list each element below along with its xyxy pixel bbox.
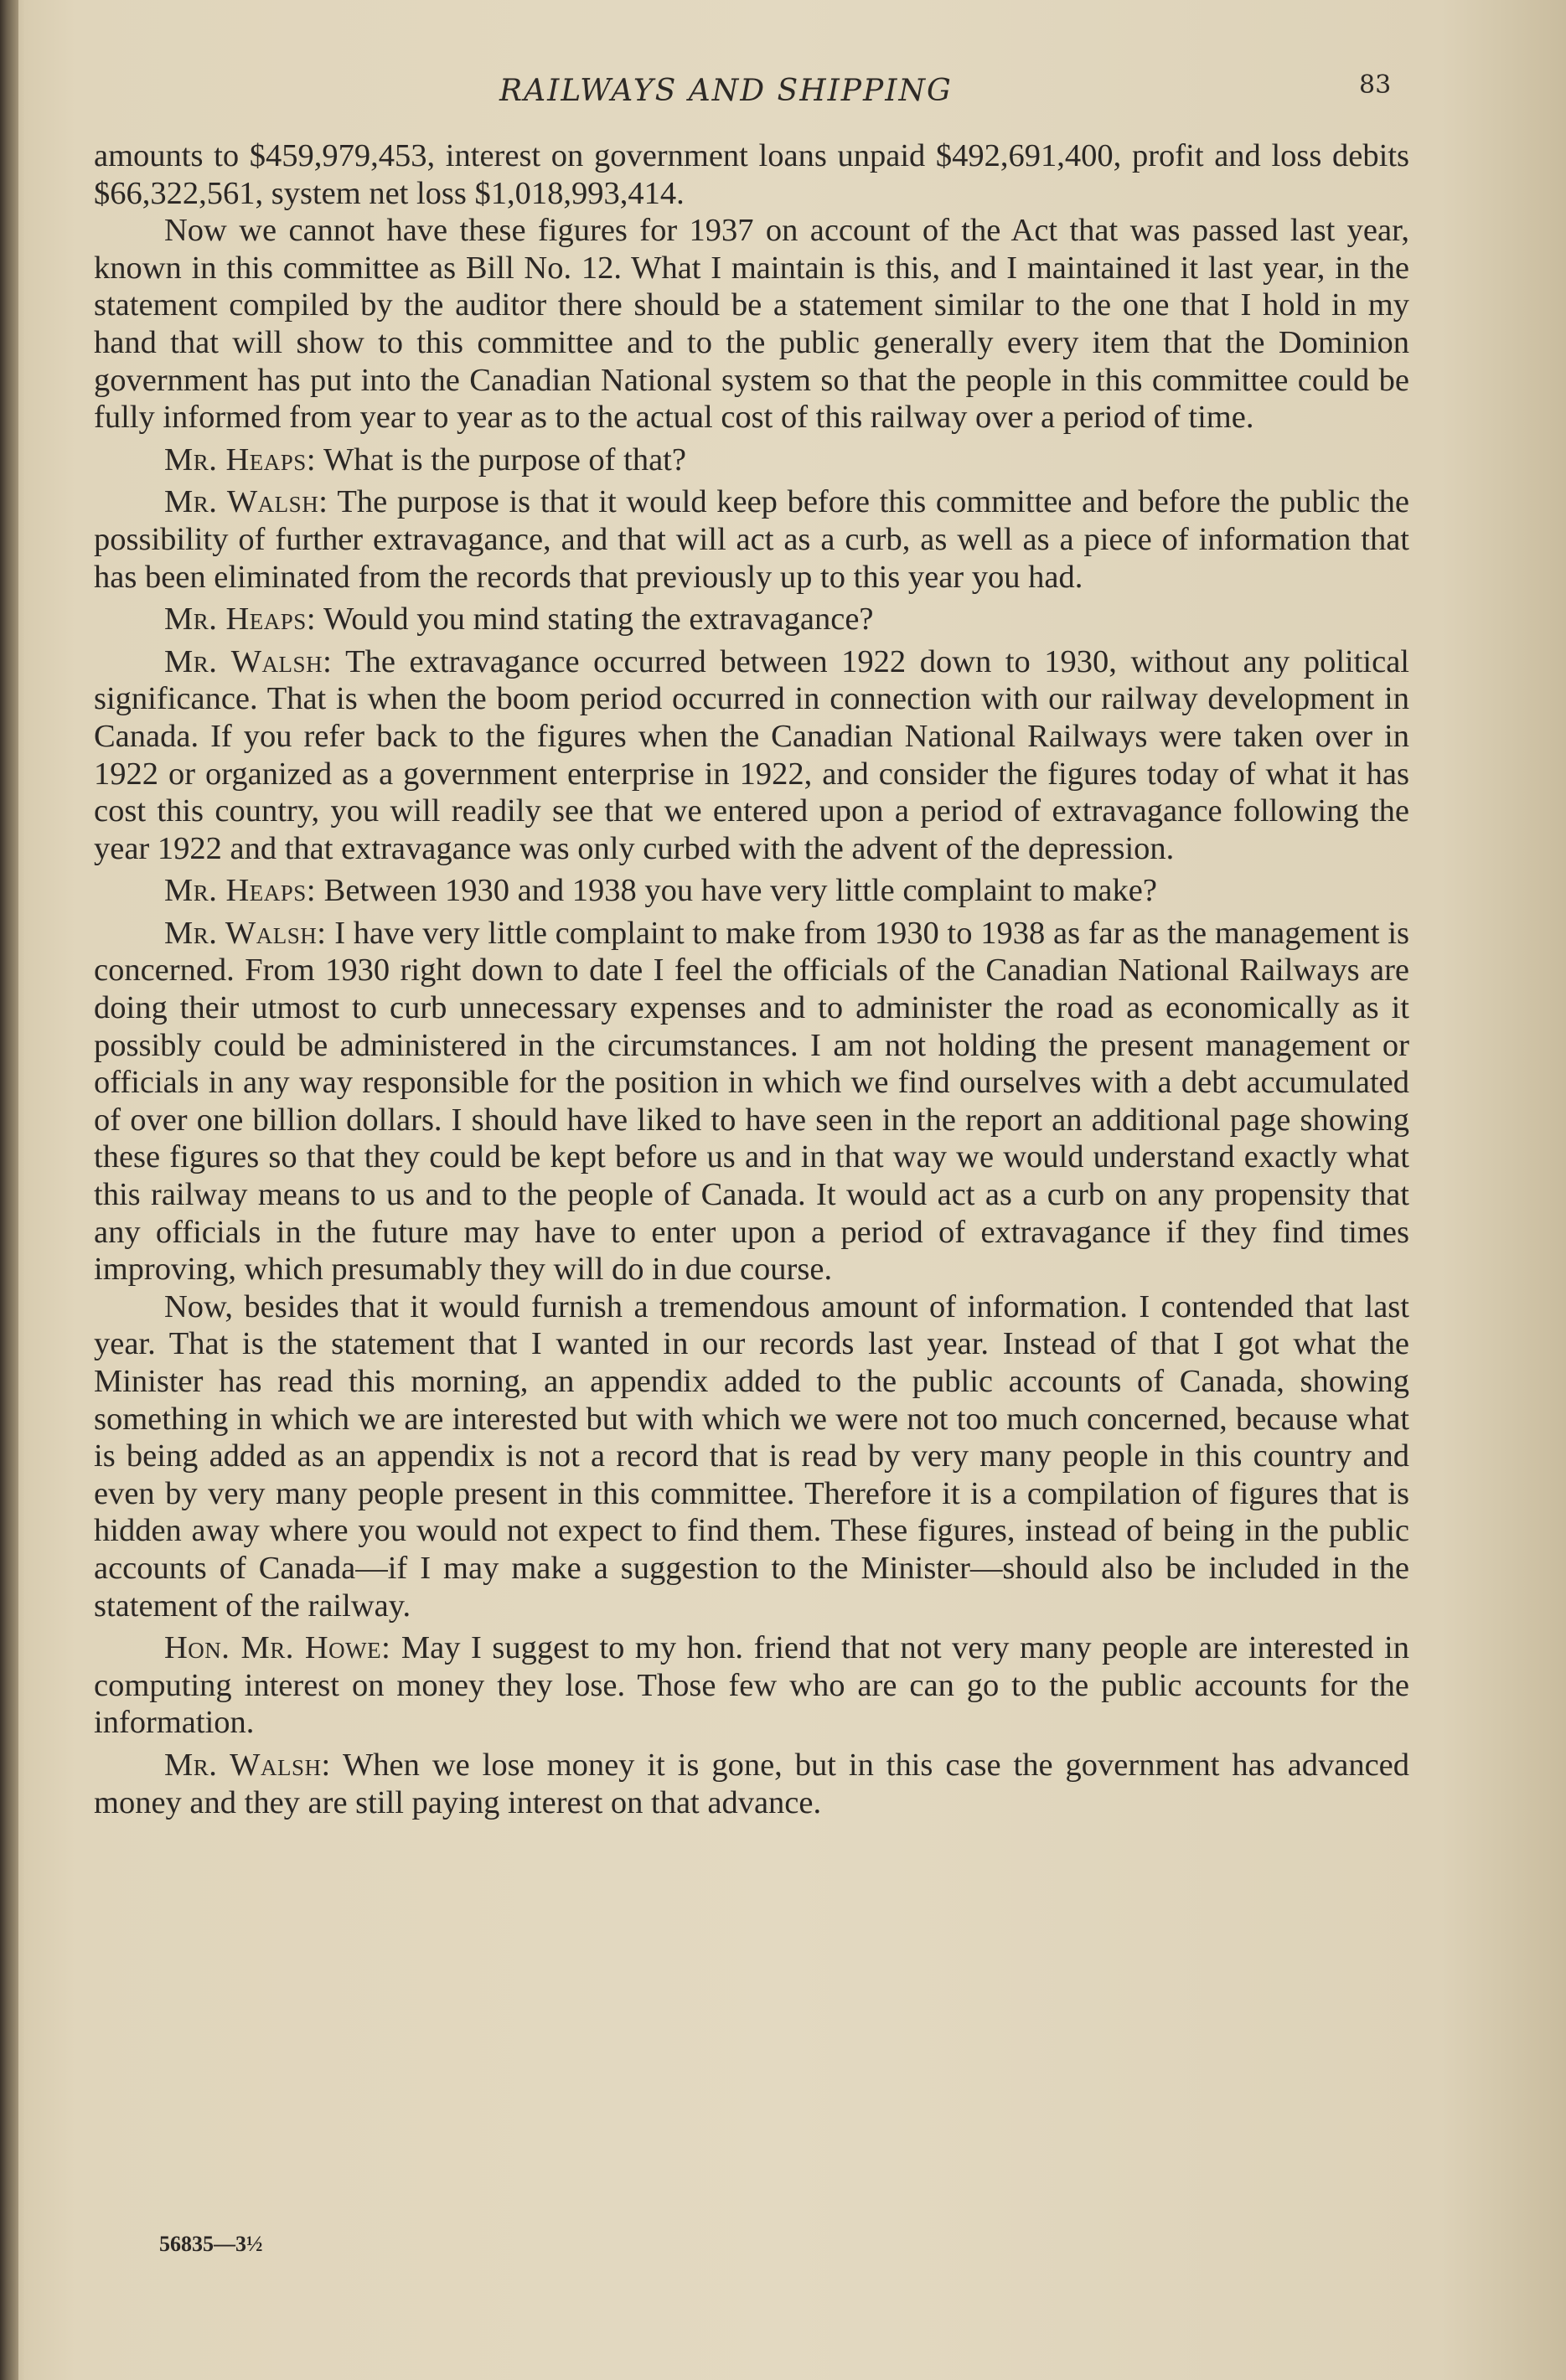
binding-shadow: [0, 0, 18, 2380]
paragraph-11: [94, 1747, 1409, 1821]
paragraph-6: [94, 643, 1409, 868]
paragraph-text: The extravagance occurred between 1922 down to 1930, without any political significance. That is when the boom period occurred in connection with our railway development in Canada. If you refer back to the figures when the Canadian National Railways were taken over in 1922 or organized as a government enterprise in 1922, and consider the figures today of what it has cost this country, you will readily see that we entered upon a period of extravagance following the year 1922 and that extravagance was only curbed with the advent of the depression.: [94, 643, 1409, 866]
paragraph-4: [94, 483, 1409, 596]
speaker-label: Mr. Heaps:: [164, 873, 317, 909]
paragraph-10: [94, 1629, 1409, 1742]
running-head: [0, 70, 1566, 116]
paragraph-9: [94, 1288, 1409, 1624]
speaker-label: Mr. Heaps:: [164, 601, 317, 638]
paragraph-8: [94, 915, 1409, 1288]
speaker-label: Hon. Mr. Howe:: [164, 1630, 391, 1666]
speaker-label: Mr. Walsh:: [164, 643, 333, 679]
page-number: 83: [1359, 70, 1392, 100]
paragraph-1: [94, 137, 1409, 212]
speaker-label: Mr. Walsh:: [164, 484, 328, 520]
paragraph-text: I have very little complaint to make from 1930 to 1938 as far as the management is concerned. From 1930 right down to date I feel the officials of the Canadian National Railways are doing their utmost to curb unnecessary expenses and to administer the road as economically as it possibly could be administered in the circumstances. I am not holding the present management or officials in any way responsible for the position in which we find ourselves with a debt accumulated of over one billion dollars. I should have liked to have seen in the report an additional page showing these figures so that they could be kept before us and in that way we would understand exactly what this railway means to us and to the people of Canada. It would act as a curb on any propensity that any officials in the future may have to enter upon a period of extravagance if they find times improving, which presumably they will do in due course.: [94, 915, 1409, 1288]
speaker-label: Mr. Walsh:: [164, 1747, 331, 1783]
speaker-label: Mr. Walsh:: [164, 915, 327, 951]
speaker-label: Mr. Heaps:: [164, 441, 317, 478]
paragraph-text: May I suggest to my hon. friend that not very many people are interested in computing interest on money they lose. Those few who are can go to the public accounts for the information.: [94, 1630, 1409, 1741]
paragraph-3: [94, 441, 1409, 479]
paragraph-text: Now we cannot have these figures for 1937 on account of the Act that was passed last year, known in this committee as Bill No. 12. What I maintain is this, and I maintained it last year, in the statement compiled by the auditor there should be a statement similar to the one that I hold in my hand that will show to this committee and to the public generally every item that the Dominion government has put into the Canadian National system so that the people in this committee could be fully informed from year to year as to the actual cost of this railway over a period of time.: [94, 213, 1409, 436]
paragraph-text: Now, besides that it would furnish a tremendous amount of information. I contended that last year. That is the statement that I wanted in our records last year. Instead of that I got what the Minister has read this morning, an appendix added to the public accounts of Canada, showing something in which we are interested but with which we were not too much concerned, because what is being added as an appendix is not a record that is read by very many people in this country and even by very many people present in this committee. Therefore it is a compilation of figures that is hidden away where you would not expect to find them. These figures, instead of being in the public accounts of Canada—if I may make a suggestion to the Minister—should also be included in the statement of the railway.: [94, 1288, 1409, 1624]
paragraph-text: The purpose is that it would keep before this committee and before the public the possibility of further extravagance, and that will act as a curb, as well as a piece of information that has been eliminated from the records that previously up to this year you had.: [94, 484, 1409, 595]
paragraph-text: When we lose money it is gone, but in this case the government has advanced money and they are still paying interest on that advance.: [94, 1747, 1409, 1820]
paragraph-text: amounts to $459,979,453, interest on government loans unpaid $492,691,400, profit and loss debits $66,322,561, system net loss $1,018,993,414.: [94, 138, 1409, 211]
running-title: RAILWAYS AND SHIPPING: [499, 74, 953, 108]
paragraph-text: What is the purpose of that?: [323, 441, 686, 478]
paragraph-2: [94, 212, 1409, 436]
paragraph-text: Would you mind stating the extravagance?: [323, 601, 874, 638]
paragraph-5: [94, 601, 1409, 638]
print-code: 56835—3½: [159, 2232, 263, 2256]
body-text: [94, 137, 1409, 1821]
paragraph-text: Between 1930 and 1938 you have very little complaint to make?: [323, 873, 1157, 909]
paragraph-7: [94, 872, 1409, 910]
